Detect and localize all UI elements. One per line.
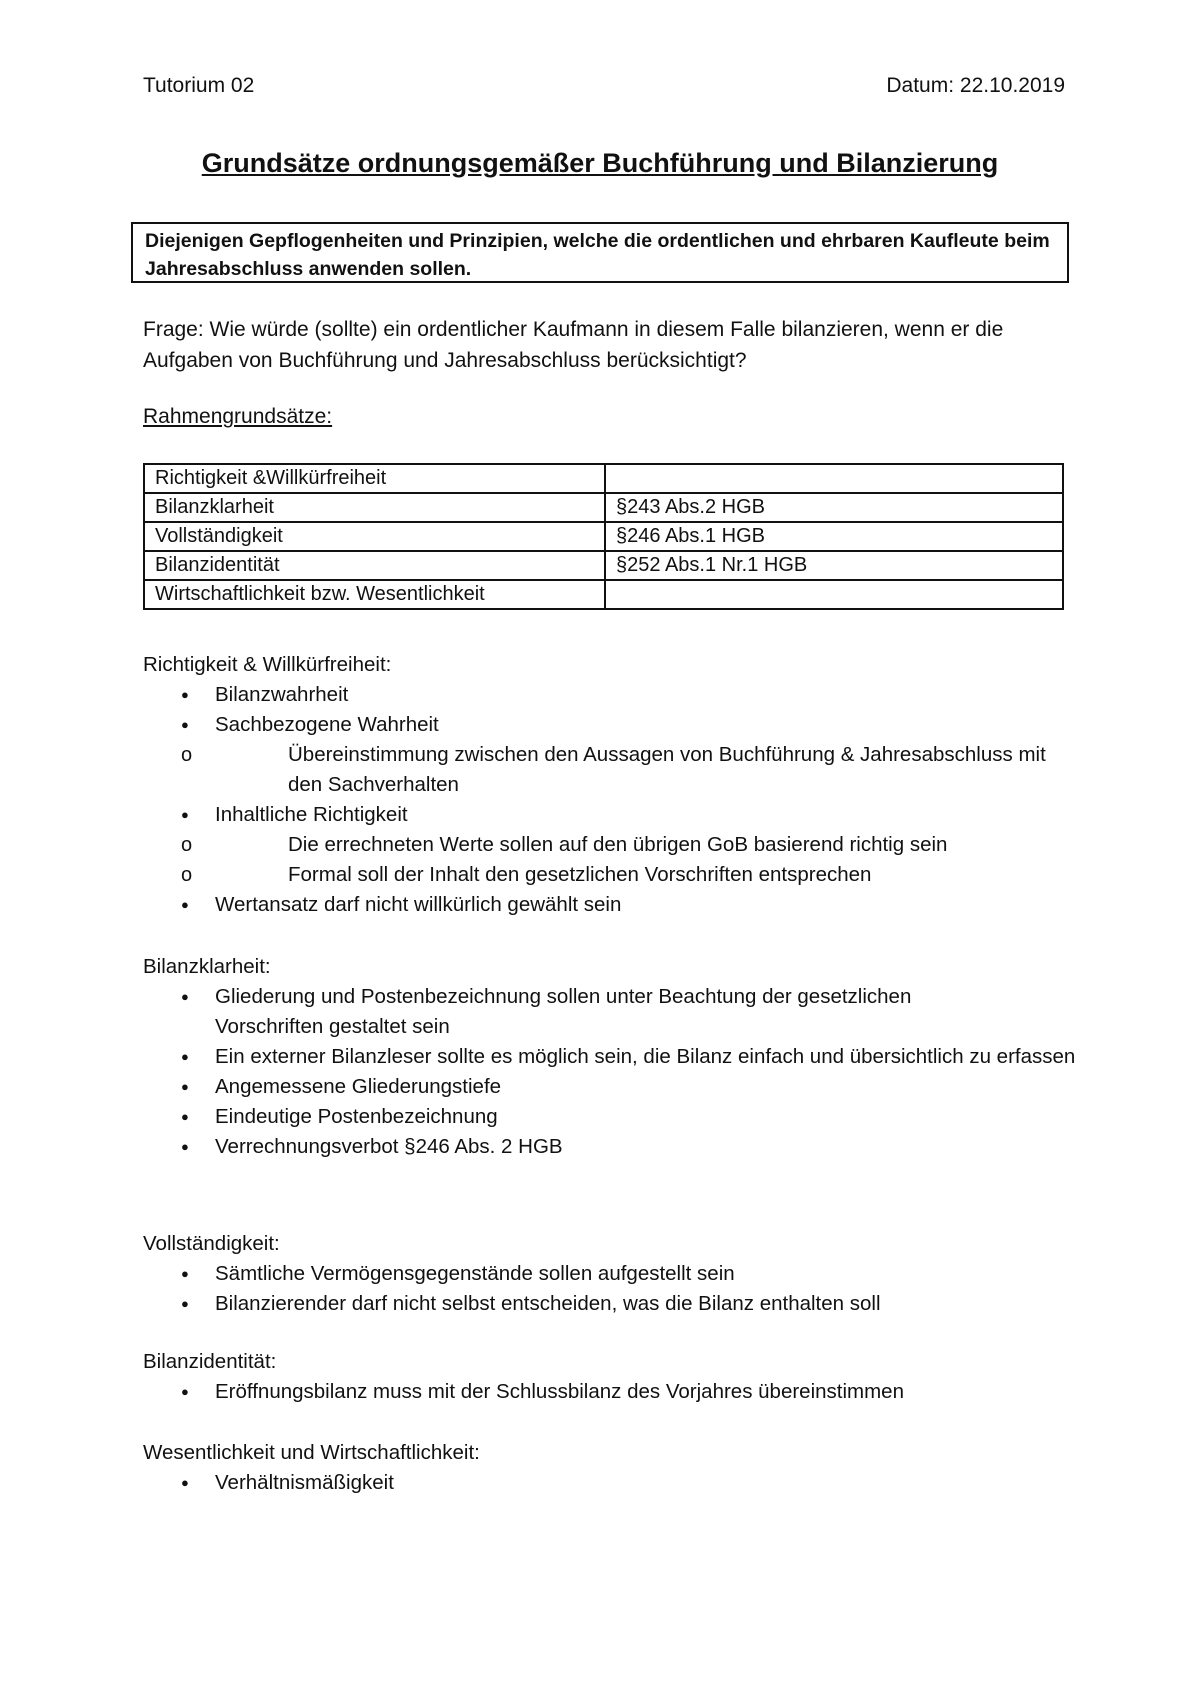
definition-box: Diejenigen Gepflogenheiten und Prinzipien, welche die ordentlichen und ehrbaren Kaufleute beim Jahresabschluss anwenden sollen. bbox=[131, 222, 1069, 283]
table-row bbox=[144, 580, 1063, 609]
header-left: Tutorium 02 bbox=[143, 74, 255, 97]
table-cell-reference bbox=[605, 580, 1063, 609]
table-cell-reference: §243 Abs.2 HGB bbox=[605, 493, 1063, 522]
bullet-list bbox=[143, 982, 1083, 1162]
table-row bbox=[144, 464, 1063, 493]
table-cell-reference: §246 Abs.1 HGB bbox=[605, 522, 1063, 551]
section-vollstaendigkeit bbox=[143, 1229, 1083, 1319]
table-cell-principle: Bilanzklarheit bbox=[144, 493, 605, 522]
section-title: Bilanzklarheit: bbox=[143, 955, 271, 978]
question-text: Frage: Wie würde (sollte) ein ordentlicher Kaufmann in diesem Falle bilanzieren, wenn er die Aufgaben von Buchführung und Jahresabschluss berücksichtigt? bbox=[143, 318, 1004, 372]
principles-table bbox=[143, 463, 1064, 610]
rahmen-heading: Rahmengrundsätze: bbox=[143, 405, 333, 428]
table-cell-principle: Richtigkeit &Willkürfreiheit bbox=[144, 464, 605, 493]
list-item: ● Eröffnungsbilanz muss mit der Schlussbilanz des Vorjahres übereinstimmen bbox=[143, 1377, 1083, 1407]
section-title: Wesentlichkeit und Wirtschaftlichkeit: bbox=[143, 1441, 480, 1464]
table-row bbox=[144, 522, 1063, 551]
list-item-text: Sachbezogene Wahrheit bbox=[215, 713, 439, 736]
list-item bbox=[143, 800, 1083, 890]
list-item: ● Angemessene Gliederungstiefe bbox=[143, 1072, 1083, 1102]
sub-list-item: o Formal soll der Inhalt den gesetzlichen Vorschriften entsprechen bbox=[143, 860, 1083, 890]
sub-list-item: o Übereinstimmung zwischen den Aussagen von Buchführung & Jahresabschluss mit den Sachverhalten bbox=[143, 740, 1083, 800]
table-cell-principle: Bilanzidentität bbox=[144, 551, 605, 580]
list-item: ● Eindeutige Postenbezeichnung bbox=[143, 1102, 1083, 1132]
list-item bbox=[143, 710, 1083, 800]
list-item-text: Inhaltliche Richtigkeit bbox=[215, 803, 408, 826]
table-cell-principle: Wirtschaftlichkeit bzw. Wesentlichkeit bbox=[144, 580, 605, 609]
section-title: Bilanzidentität: bbox=[143, 1350, 277, 1373]
list-item: ● Verhältnismäßigkeit bbox=[143, 1468, 1083, 1498]
list-item: ● Bilanzwahrheit bbox=[143, 680, 1083, 710]
sub-list bbox=[143, 740, 1083, 800]
sub-list-item: o Die errechneten Werte sollen auf den übrigen GoB basierend richtig sein bbox=[143, 830, 1083, 860]
table-row bbox=[144, 551, 1063, 580]
section-title: Vollständigkeit: bbox=[143, 1232, 280, 1255]
table-cell-principle: Vollständigkeit bbox=[144, 522, 605, 551]
section-bilanzidentitaet bbox=[143, 1347, 1083, 1407]
list-item: ● Verrechnungsverbot §246 Abs. 2 HGB bbox=[143, 1132, 1083, 1162]
bullet-list bbox=[143, 1377, 1083, 1407]
page-title: Grundsätze ordnungsgemäßer Buchführung und Bilanzierung bbox=[201, 148, 999, 178]
table-row bbox=[144, 493, 1063, 522]
section-bilanzklarheit bbox=[143, 952, 1083, 1162]
sub-list bbox=[143, 830, 1083, 890]
section-title: Richtigkeit & Willkürfreiheit: bbox=[143, 653, 392, 676]
bullet-list bbox=[143, 1468, 1083, 1498]
section-richtigkeit bbox=[143, 650, 1083, 920]
section-wesentlichkeit bbox=[143, 1438, 1083, 1498]
list-item: ● Gliederung und Postenbezeichnung sollen unter Beachtung der gesetzlichen Vorschriften gestaltet sein bbox=[143, 982, 1083, 1042]
list-item: ● Bilanzierender darf nicht selbst entscheiden, was die Bilanz enthalten soll bbox=[143, 1289, 1083, 1319]
header-date: Datum: 22.10.2019 bbox=[886, 74, 1065, 97]
list-item: ● Ein externer Bilanzleser sollte es möglich sein, die Bilanz einfach und übersichtlich zu erfassen bbox=[143, 1042, 1083, 1072]
table-cell-reference: §252 Abs.1 Nr.1 HGB bbox=[605, 551, 1063, 580]
bullet-list bbox=[143, 1259, 1083, 1319]
list-item: ● Wertansatz darf nicht willkürlich gewählt sein bbox=[143, 890, 1083, 920]
table-cell-reference bbox=[605, 464, 1063, 493]
bullet-list bbox=[143, 680, 1083, 920]
list-item: ● Sämtliche Vermögensgegenstände sollen aufgestellt sein bbox=[143, 1259, 1083, 1289]
